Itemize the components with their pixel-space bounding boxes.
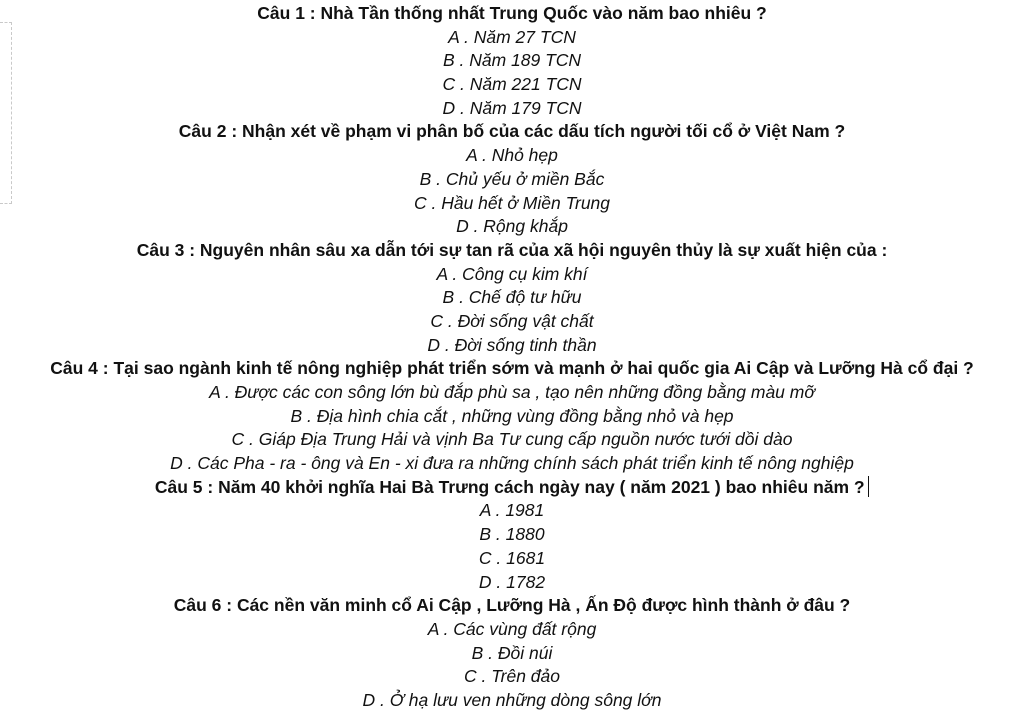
question-6-answer-b: B . Đồi núi	[471, 642, 553, 663]
question-2-answer-a: A . Nhỏ hẹp	[466, 145, 558, 166]
question-4-answer-d: D . Các Pha - ra - ông và En - xi đưa ra những chính sách phát triển kinh tế nông nghiệp	[170, 453, 854, 474]
question-3: Câu 3 : Nguyên nhân sâu xa dẫn tới sự tan rã của xã hội nguyên thủy là sự xuất hiện của :	[136, 239, 888, 260]
question-3-answer-c: C . Đời sống vật chất	[430, 310, 594, 331]
quiz-document[interactable]	[0, 2, 1024, 713]
text-cursor	[868, 476, 870, 497]
question-6-answer-d: D . Ở hạ lưu ven những dòng sông lớn	[362, 689, 662, 710]
question-4: Câu 4 : Tại sao ngành kinh tế nông nghiệp phát triển sớm và mạnh ở hai quốc gia Ai Cập và Lưỡng Hà cổ đại ?	[50, 358, 974, 379]
question-4-answer-a: A . Được các con sông lớn bù đắp phù sa , tạo nên những đồng bằng màu mỡ	[209, 382, 815, 402]
question-1-answer-d: D . Năm 179 TCN	[442, 97, 582, 118]
question-6: Câu 6 : Các nền văn minh cổ Ai Cập , Lưỡng Hà , Ấn Độ được hình thành ở đâu ?	[173, 595, 851, 616]
question-2: Câu 2 : Nhận xét về phạm vi phân bố của các dấu tích người tối cổ ở Việt Nam ?	[178, 121, 846, 142]
question-3-answer-d: D . Đời sống tinh thần	[427, 334, 597, 355]
question-5: Câu 5 : Năm 40 khởi nghĩa Hai Bà Trưng cách ngày nay ( năm 2021 ) bao nhiêu năm ?	[154, 476, 865, 497]
question-1: Câu 1 : Nhà Tần thống nhất Trung Quốc vào năm bao nhiêu ?	[257, 3, 767, 23]
question-1-answer-a: A . Năm 27 TCN	[448, 26, 576, 47]
question-1-answer-b: B . Năm 189 TCN	[442, 50, 582, 71]
question-1-answer-c: C . Năm 221 TCN	[442, 74, 582, 95]
question-5-answer-a: A . 1981	[479, 500, 545, 521]
question-4-answer-c: C . Giáp Địa Trung Hải và vịnh Ba Tư cung cấp nguồn nước tưới dồi dào	[231, 429, 793, 450]
question-2-answer-b: B . Chủ yếu ở miền Bắc	[419, 168, 605, 189]
question-3-answer-b: B . Chế độ tư hữu	[442, 287, 582, 308]
question-5-answer-d: D . 1782	[478, 571, 546, 592]
question-5-line	[0, 476, 1024, 500]
question-2-answer-c: C . Hầu hết ở Miền Trung	[413, 192, 611, 213]
question-5-answer-c: C . 1681	[478, 547, 546, 568]
question-4-answer-b: B . Địa hình chia cắt , những vùng đồng bằng nhỏ và hẹp	[290, 405, 734, 426]
question-6-answer-c: C . Trên đảo	[464, 666, 560, 687]
question-5-answer-b: B . 1880	[479, 524, 545, 545]
question-6-answer-a: A . Các vùng đất rộng	[427, 618, 597, 639]
question-2-answer-d: D . Rộng khắp	[456, 216, 568, 237]
question-3-answer-a: A . Công cụ kim khí	[436, 263, 588, 284]
